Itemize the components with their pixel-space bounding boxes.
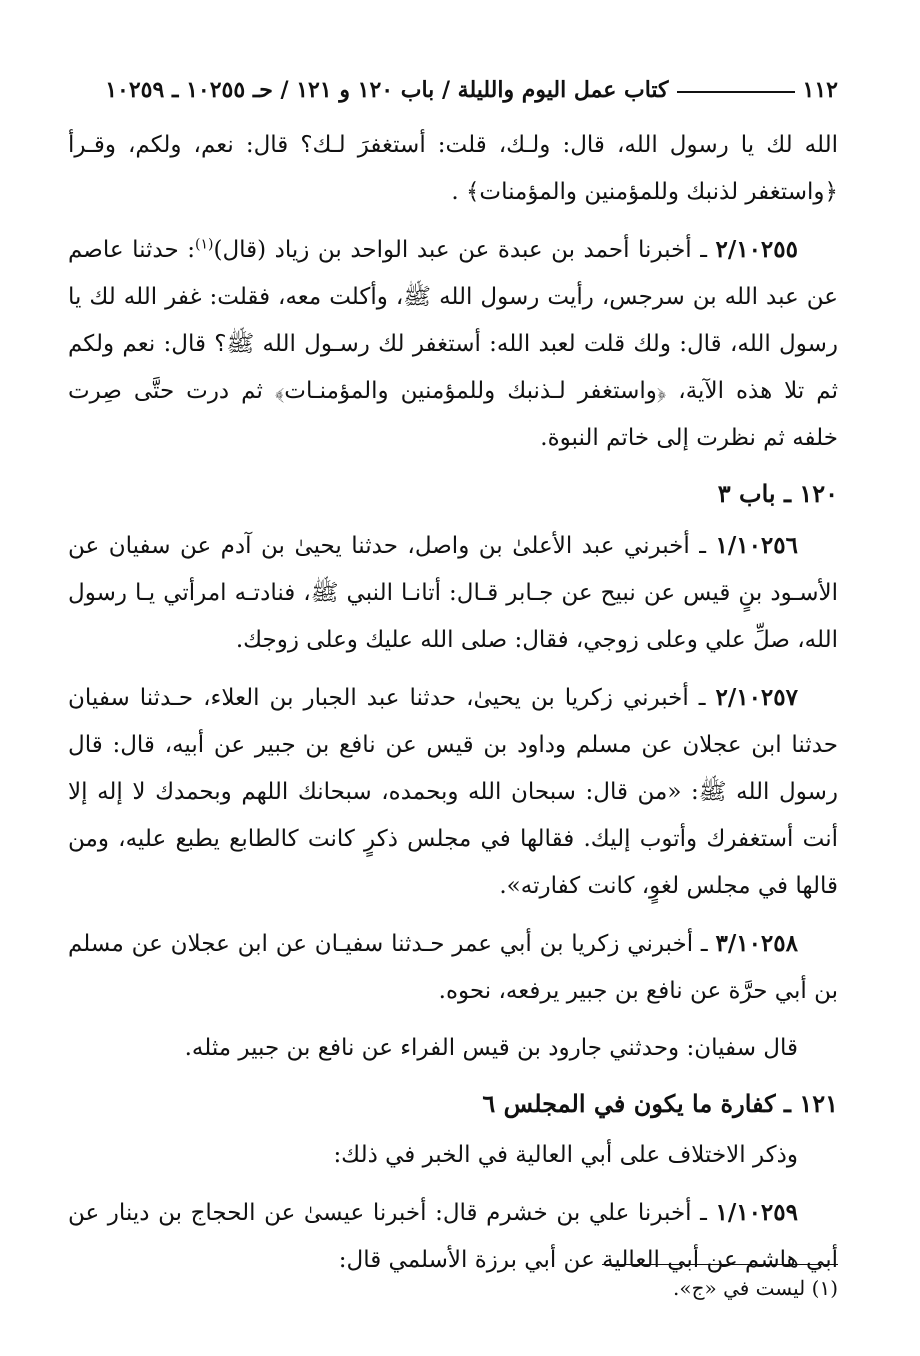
running-header [68, 72, 838, 108]
hadith-10255 [68, 226, 838, 462]
hadith-number: ١/١٠٢٥٦ [715, 532, 798, 559]
chapter-heading-121: ١٢١ ـ كفارة ما يكون في المجلس ٦ [482, 1089, 838, 1118]
hadith-text: ـ أخبرني زكريا بن يحيىٰ، حدثنا عبد الجبار بن العلاء، حـدثنا سفيان حدثنا ابن عجلان عن مسلم وداود بن قيس عن نافع بن جبير عن أبيه، قال: قال رسول الله ﷺ: «من قال: سبحان الله وبحمده، سبحانك اللهم وبحمدك لا إله إلا أنت أستغفرك وأتوب إليك. فقالها في مجلس ذكرٍ كانت كالطابع يطبع عليه، ومن قالها في مجلس لغوٍ، كانت كفارته». [68, 685, 838, 899]
hadith-number: ٣/١٠٢٥٨ [715, 930, 798, 957]
header-title: كتاب عمل اليوم والليلة / باب ١٢٠ و ١٢١ / حـ ١٠٢٥٥ ـ ١٠٢٥٩ [105, 77, 669, 103]
hadith-text: ـ أخبرني زكريا بن أبي عمر حـدثنا سفيـان عن ابن عجلان عن مسلم بن أبي حرَّة عن نافع بن جبير يرفعه، نحوه. [68, 931, 838, 1004]
hadith-10258 [68, 920, 838, 1015]
book-page [68, 72, 838, 1336]
page-body [68, 122, 838, 1284]
hadith-10257 [68, 674, 838, 910]
hadith-text: ـ أخبرني عبد الأعلىٰ بن واصل، حدثنا يحيىٰ بن آدم عن سفيان عن الأسـود بنٍ قيس عن نبيح عن جـابر قـال: أتانـا النبي ﷺ، فنادتـه امرأتي يـا رسول الله، صلِّ علي وعلى زوجي، فقال: صلى الله عليك وعلى زوجك. [68, 533, 838, 653]
hadith-number: ٢/١٠٢٥٧ [715, 684, 798, 711]
ikhtilaf-note: وذكر الاختلاف على أبي العالية في الخبر في ذلك: [333, 1142, 798, 1168]
page-number: ١١٢ [802, 77, 838, 103]
header-rule [677, 91, 795, 93]
hadith-text-b: : حدثنا عاصم عن عبد الله بن سرجس، رأيت رسول الله ﷺ، وأكلت معه، فقلت: غفر الله لك يا رسول الله، قال: ولك قلت لعبد الله: أستغفر لك رسـول الله ﷺ؟ قال: نعم ولكم ثم تلا هذه الآية، ﴿واستغفر لـذنبك وللمؤمنين والمؤمنـات﴾ ثم درت حتَّى صِرت خلفه ثم نظرت إلى خاتم النبوة. [68, 237, 838, 451]
hadith-text-a: ـ أخبرنا أحمد بن عبدة عن عبد الواحد بن زياد (قال) [213, 237, 716, 263]
paragraph-continued: الله لك يا رسول الله، قال: ولـك، قلت: أستغفرَ لـك؟ قال: نعم، ولكم، وقـرأ ﴿واستغفر لذنبك وللمؤمنين والمؤمنات﴾ . [68, 132, 838, 205]
chapter-heading-120: ١٢٠ ـ باب ٣ [717, 479, 838, 508]
footnote-ref: (١) [195, 236, 214, 253]
hadith-number: ١/١٠٢٥٩ [715, 1199, 798, 1226]
hadith-text: ـ أخبرنا علي بن خشرم قال: أخبرنا عيسىٰ عن الحجاج بن دينار عن أبي هاشم عن أبي العالية عن أبي برزة الأسلمي قال: [68, 1200, 838, 1273]
footnote-rule [602, 1264, 838, 1265]
hadith-number: ٢/١٠٢٥٥ [715, 236, 798, 263]
hadith-10259 [68, 1189, 838, 1284]
hadith-10256 [68, 522, 838, 664]
sufyan-note: قال سفيان: وحدثني جارود بن قيس الفراء عن نافع بن جبير مثله. [184, 1035, 798, 1061]
footnote: (١) ليست في «ج». [672, 1276, 838, 1300]
